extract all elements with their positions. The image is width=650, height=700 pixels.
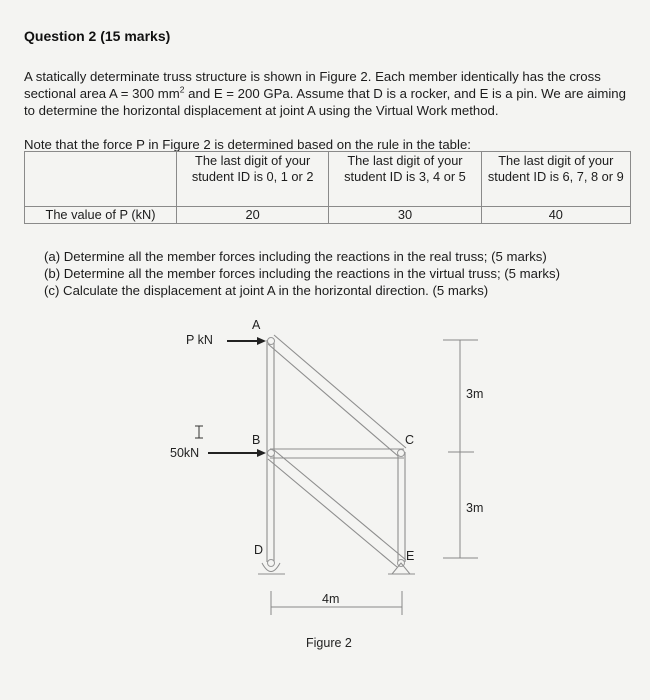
table-value-6-9: 40 [481,207,630,224]
table-value-0-2: 20 [177,207,329,224]
table-header-3-5: The last digit of your student ID is 3, 4 or 5 [329,152,481,207]
joint-b-label: B [252,433,261,447]
part-c: (c) Calculate the displacement at joint A in the horizontal direction. (5 marks) [44,283,489,298]
dimension-lower-label: 3m [466,501,484,515]
question-intro: A statically determinate truss structure is shown in Figure 2. Each member identically has the cross sectional area A = 300 $mm^2$ and E = 200 GPa. Assume that D is a rocker, and E is a pin. We are aiming to determine the horizontal displacement at joint A using the Virtual Work method. [24,69,626,118]
dimension-vertical [443,340,478,558]
load-p-label: P kN [186,333,213,347]
table-note: Note that the force P in Figure 2 is determined based on the rule in the table: [24,137,471,152]
joint-a-label: A [252,318,261,332]
load-arrow-50kn [208,449,266,457]
dimension-width-label: 4m [322,592,340,606]
table-header-6-9: The last digit of your student ID is 6, 7, 8 or 9 [481,152,630,207]
cursor-mark-icon [195,426,203,438]
joint-d-label: D [254,543,264,557]
joint-c-pin [398,450,405,457]
joint-d-pin [268,560,275,567]
member-ce [398,452,405,562]
load-50kn-label: 50kN [170,446,200,460]
joint-a-pin [268,338,275,345]
member-ac [268,335,406,456]
dimension-upper-label: 3m [466,387,484,401]
part-b: (b) Determine all the member forces including the reactions in the virtual truss; (5 marks) [44,266,560,281]
member-bc [270,449,404,458]
joint-b-pin [268,450,275,457]
table-row-label: The value of P (kN) [25,207,177,224]
figure-caption: Figure 2 [306,636,352,650]
question-title: Question 2 (15 marks) [24,28,171,44]
joint-e-label: E [406,549,415,563]
joint-c-label: C [405,433,415,447]
part-a: (a) Determine all the member forces including the reactions in the real truss; (5 marks) [44,249,547,264]
table-value-3-5: 30 [329,207,481,224]
load-arrow-p [227,337,266,345]
member-be [268,450,406,567]
table-header-0-2: The last digit of your student ID is 0, 1 or 2 [177,152,329,207]
